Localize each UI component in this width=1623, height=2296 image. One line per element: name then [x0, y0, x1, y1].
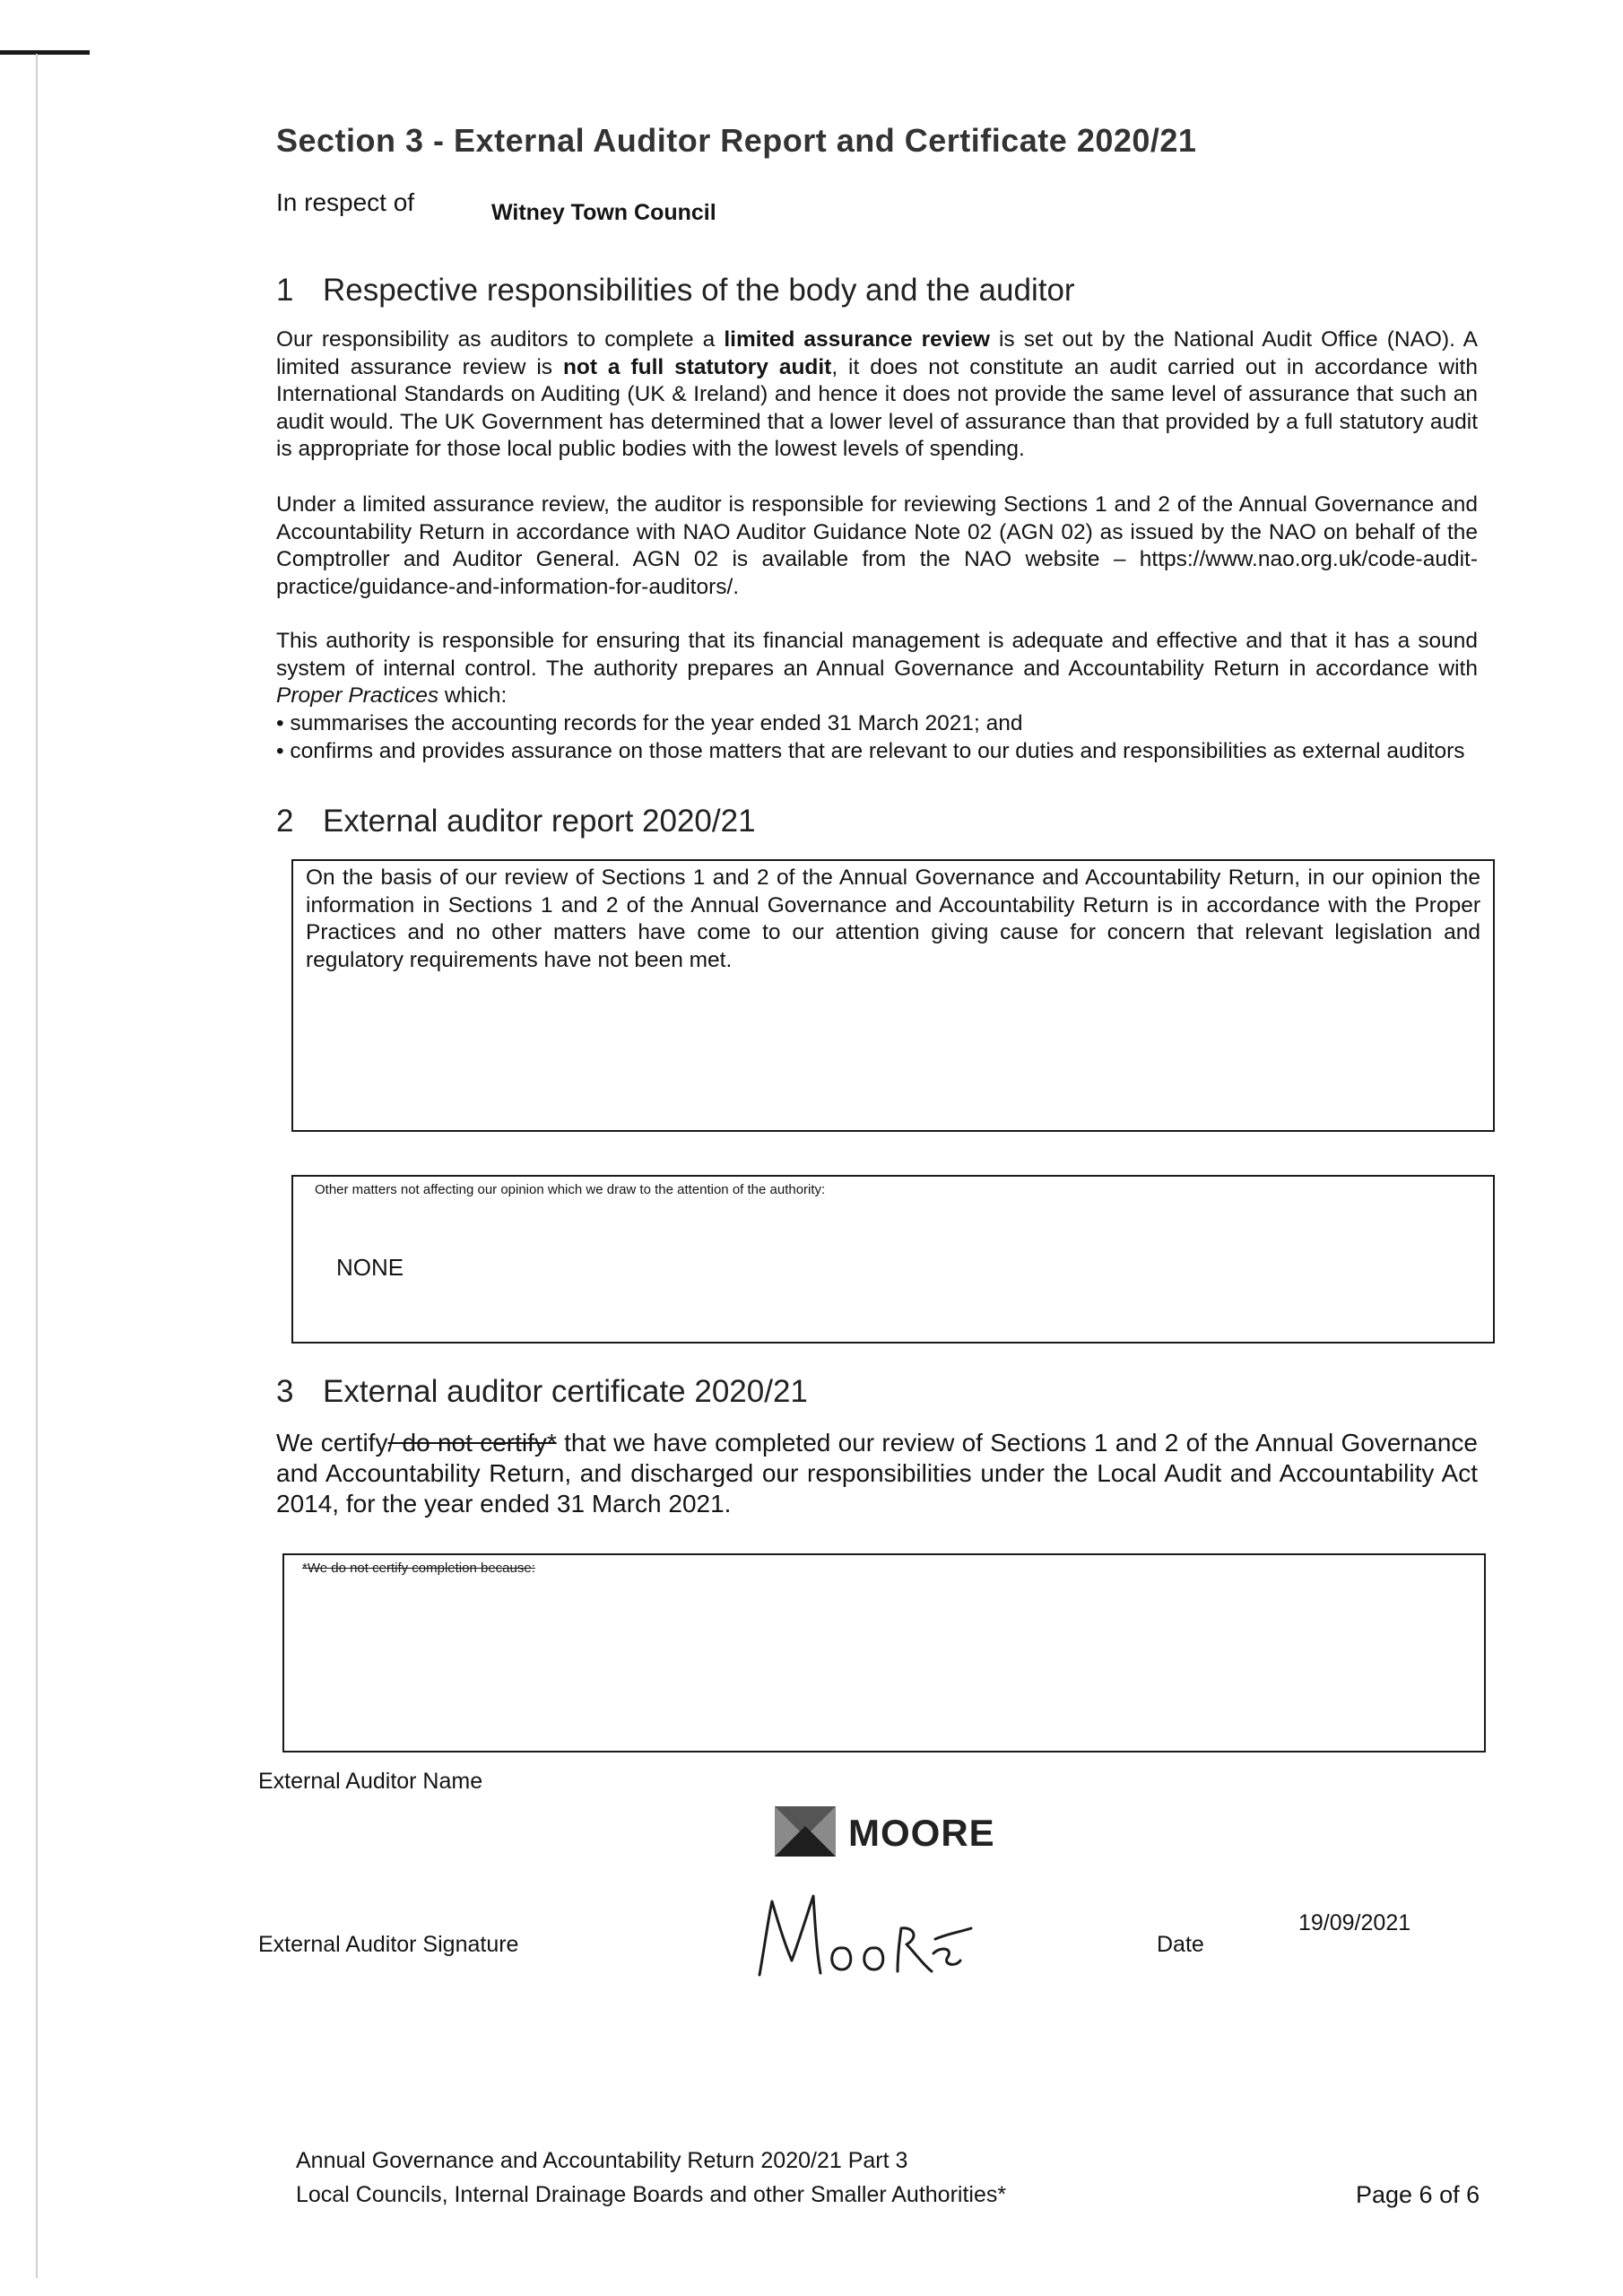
section-2-heading — [276, 804, 756, 839]
text-run: that we have completed our review of Sections 1 and 2 of the Annual Governance and Accountability Return, and discharged our responsibilities under the Local Audit and Accountability Act 2014, for the year ended 31 March 2021. — [276, 1429, 1479, 1518]
bold-text-run: not a full statutory audit — [562, 354, 832, 379]
bullet-item: • summarises the accounting records for the year ended 31 March 2021; and — [276, 711, 1023, 735]
bold-text-run: limited assurance review — [724, 327, 990, 352]
text-run: is set out by the National Audit Office (NAO). A limited assurance review is — [276, 327, 1478, 379]
text-run: which: — [438, 683, 508, 708]
bullet-item: • confirms and provides assurance on those matters that are relevant to our duties and responsibilities as external auditors — [276, 739, 1465, 763]
text-run: , it does not constitute an audit carried out in accordance with International Standards on Auditing (UK & Ireland) and hence it does not provide the same level of assurance that such an audit would. The UK Government has determined that a lower level of assurance than that provided by a full statutory audit is appropriate for those local public bodies with the lowest levels of spending. — [276, 354, 1478, 461]
auditor-name-label: External Auditor Name — [258, 1769, 483, 1794]
other-matters-value: NONE — [336, 1254, 404, 1281]
struck-text-run: / do not certify* — [387, 1429, 557, 1457]
section-1-heading — [276, 273, 1075, 309]
section-title: Section 3 - External Auditor Report and Certificate 2020/21 — [276, 122, 1197, 159]
date-value: 19/09/2021 — [1298, 1910, 1411, 1935]
authority-responsibility-paragraph — [276, 628, 1478, 710]
section-number: 3 — [276, 1374, 294, 1409]
certificate-statement — [276, 1428, 1478, 1519]
not-certify-box — [282, 1553, 1486, 1752]
page-number: Page 6 of 6 — [1356, 2181, 1480, 2208]
section-3-heading — [276, 1374, 808, 1410]
auditor-signature-image — [749, 1882, 973, 1989]
text-run: Our responsibility as auditors to complete a — [276, 327, 725, 352]
other-matters-box — [291, 1175, 1495, 1344]
scan-corner-mark — [0, 50, 90, 55]
section-number: 2 — [276, 804, 294, 839]
other-matters-label: Other matters not affecting our opinion which we draw to the attention of the authority: — [315, 1182, 826, 1197]
authority-name: Witney Town Council — [491, 200, 716, 225]
opinion-text: On the basis of our review of Sections 1 and 2 of the Annual Governance and Accountability Return, in our opinion the information in Sections 1 and 2 of the Annual Governance and Accountability Return is in accordance with the Proper Practices and no other matters have come to our attention giving cause for concern that relevant legislation and regulatory requirements have not been met. — [306, 865, 1480, 972]
text-run: This authority is responsible for ensuring that its financial management is adequate and effective and that it has a sound system of internal control. The authority prepares an Annual Governance and Accountability Return in accordance with — [276, 629, 1478, 681]
auditor-firm-name: MOORE — [848, 1812, 995, 1854]
scan-edge-line — [36, 54, 38, 2278]
text-run: We certify — [276, 1429, 388, 1457]
section-heading-text: Respective responsibilities of the body and the auditor — [323, 273, 1075, 308]
auditor-signature-label: External Auditor Signature — [258, 1932, 519, 1957]
moore-logo-icon — [775, 1806, 836, 1857]
date-label: Date — [1157, 1932, 1204, 1957]
section-heading-text: External auditor report 2020/21 — [323, 804, 756, 839]
not-certify-label: *We do not certify completion because: — [302, 1561, 535, 1576]
respect-label: In respect of — [276, 188, 415, 216]
opinion-box — [291, 859, 1495, 1132]
footer-subtitle: Local Councils, Internal Drainage Boards and other Smaller Authorities* — [296, 2182, 1007, 2207]
section-number: 1 — [276, 273, 294, 308]
responsibility-paragraph — [276, 326, 1478, 464]
section-heading-text: External auditor certificate 2020/21 — [323, 1374, 808, 1409]
limited-review-paragraph: Under a limited assurance review, the auditor is responsible for reviewing Sections 1 and 2 of the Annual Governance and Accountability Return in accordance with NAO Auditor Guidance Note 02 (AGN 02) as issued by the NAO on behalf of the Comptroller and Auditor General. AGN 02 is available from the NAO website – https://www.nao.org.uk/code-audit-practice/guidance-and-information-for-auditors/. — [276, 492, 1478, 599]
footer-title: Annual Governance and Accountability Return 2020/21 Part 3 — [296, 2148, 908, 2173]
italic-text-run: Proper Practices — [276, 683, 439, 708]
